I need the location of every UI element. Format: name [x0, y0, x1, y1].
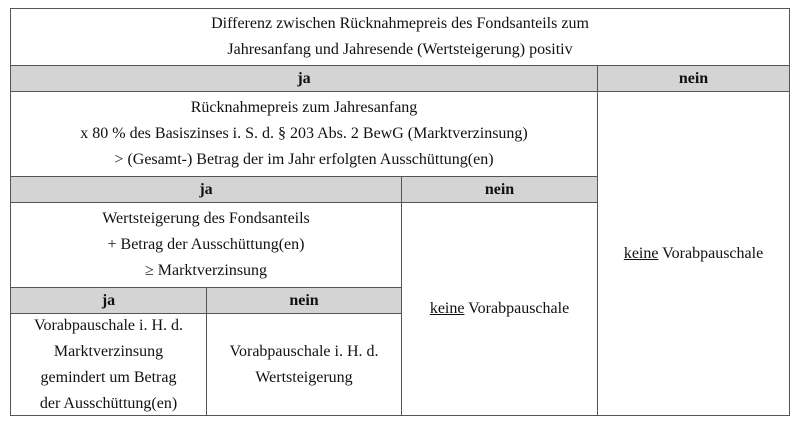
- level3-ja-label: ja: [101, 291, 116, 309]
- level2-nein-result: [430, 296, 569, 322]
- level3-condition-cell: [10, 202, 402, 288]
- level3-nein-result-cell: [206, 313, 402, 416]
- level2-condition-cell: [10, 91, 598, 177]
- level1-nein-result-rest: Vorabpauschale: [658, 244, 764, 262]
- level3-ja-result-cell: [10, 313, 207, 416]
- level1-nein-result-cell: [597, 91, 790, 416]
- level1-nein-header: [597, 65, 790, 92]
- level1-ja-header: [10, 65, 598, 92]
- level3-nein-result-line-2: Wertsteigerung: [255, 368, 353, 386]
- level1-nein-result-underlined: keine: [623, 244, 659, 262]
- level2-nein-result-cell: [401, 202, 598, 416]
- level2-nein-label: nein: [484, 180, 515, 198]
- level2-condition-line-1: Rücknahmepreis zum Jahresanfang: [190, 99, 418, 116]
- level1-nein-label: nein: [678, 69, 709, 87]
- level3-nein-header: [206, 287, 402, 314]
- level3-condition-line-2: + Betrag der Ausschüttung(en): [107, 236, 305, 253]
- level3-nein-label: nein: [289, 291, 319, 309]
- level1-ja-label: ja: [297, 69, 311, 87]
- level3-nein-result-line-1: Vorabpauschale i. H. d.: [229, 342, 379, 360]
- level2-condition-line-3: > (Gesamt-) Betrag der im Jahr erfolgten Ausschüttung(en): [114, 151, 494, 168]
- level2-nein-header: [401, 176, 598, 203]
- level2-nein-result-underlined: keine: [429, 300, 465, 317]
- level2-condition-line-2: x 80 % des Basiszinses i. S. d. § 203 Abs. 2 BewG (Marktverzinsung): [80, 125, 528, 142]
- top-condition-cell: [10, 8, 790, 66]
- level1-nein-result: [624, 241, 763, 267]
- level2-nein-result-rest: Vorabpauschale: [464, 300, 570, 317]
- level3-ja-result-line-3: gemindert um Betrag: [40, 368, 177, 386]
- top-condition-line-2: Jahresanfang und Jahresende (Wertsteigerung) positiv: [227, 41, 573, 58]
- top-condition-line-1: Differenz zwischen Rücknahmepreis des Fondsanteils zum: [211, 15, 589, 32]
- level2-ja-label: ja: [199, 180, 213, 198]
- level3-condition-line-1: Wertsteigerung des Fondsanteils: [102, 210, 310, 227]
- level3-ja-result-line-2: Marktverzinsung: [53, 342, 164, 360]
- level3-ja-header: [10, 287, 207, 314]
- level2-ja-header: [10, 176, 402, 203]
- level3-ja-result-line-4: der Ausschüttung(en): [39, 394, 178, 412]
- level3-ja-result-line-1: Vorabpauschale i. H. d.: [34, 316, 183, 334]
- level3-condition-line-3: ≥ Marktverzinsung: [144, 262, 268, 279]
